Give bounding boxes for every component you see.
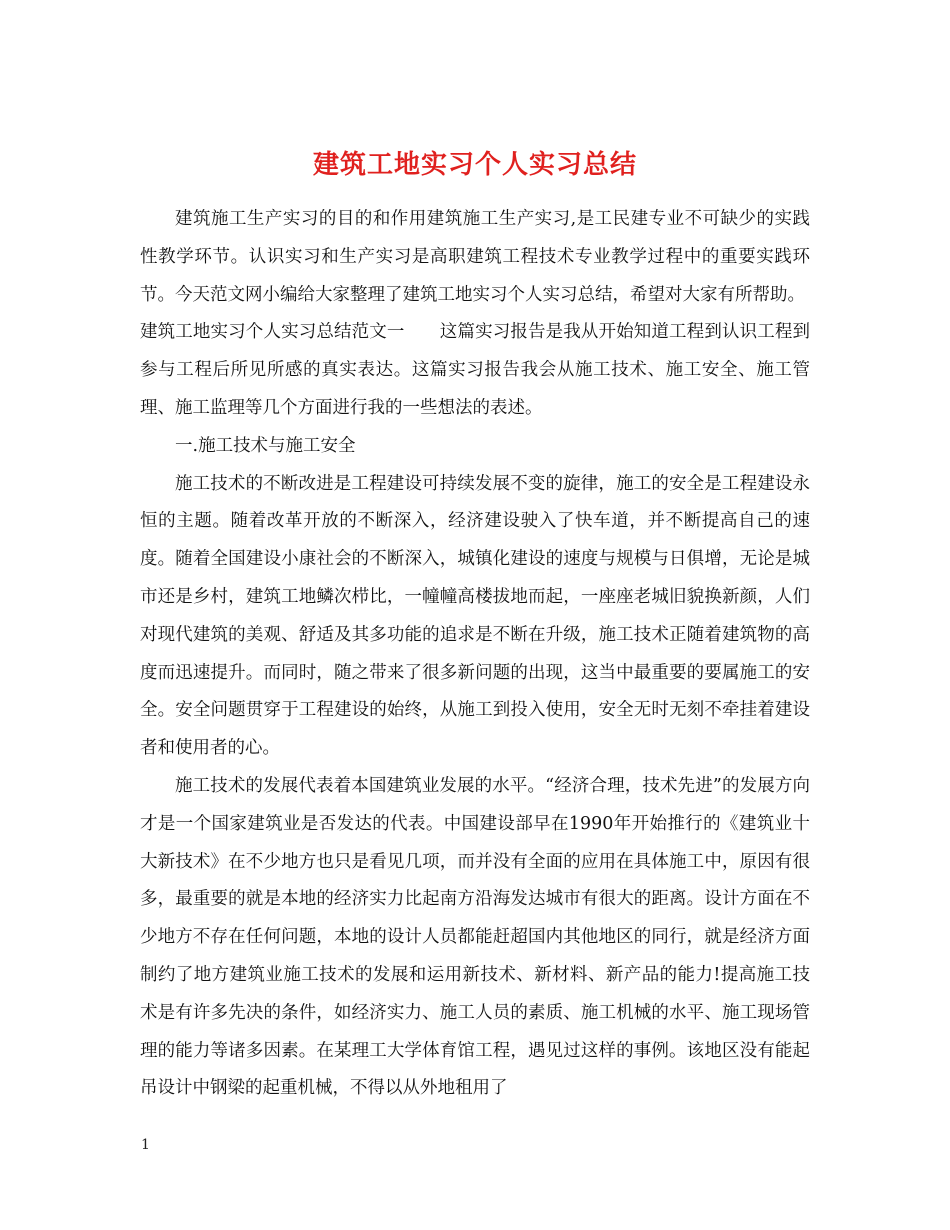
page-number: 1 <box>141 1137 150 1153</box>
section-heading: 一.施工技术与施工安全 <box>175 435 356 456</box>
paragraph: 建筑工地实习个人实习总结范文一 这篇实习报告是我从开始知道工程到认识工程到参与工程后所见所感的真实表达。这篇实习报告我会从施工技术、施工安全、施工管理、施工监理等几个方面进行我的一些想法的表述。 <box>140 322 810 418</box>
paragraph: 施工技术的不断改进是工程建设可持续发展不变的旋律，施工的安全是工程建设永恒的主题。随着改革开放的不断深入，经济建设驶入了快车道，并不断提高自己的速度。随着全国建设小康社会的不断深入，城镇化建设的速度与规模与日俱增，无论是城市还是乡村，建筑工地鳞次栉比，一幢幢高楼拔地而起，一座座老城旧貌换新颜，人们对现代建筑的美观、舒适及其多功能的追求是不断在升级，施工技术正随着建筑物的高度而迅速提升。而同时，随之带来了很多新问题的出现，这当中最重要的要属施工的安全。安全问题贯穿于工程建设的始终，从施工到投入使用，安全无时无刻不牵挂着建设者和使用者的心。 <box>140 473 810 759</box>
paragraph: 施工技术的发展代表着本国建筑业发展的水平。“经济合理，技术先进”的发展方向才是一个国家建筑业是否发达的代表。中国建设部早在1990年开始推行的《建筑业十大新技术》在不少地方也只是看见几项，而并没有全面的应用在具体施工中，原因有很多，最重要的就是本地的经济实力比起南方沿海发达城市有很大的距离。设计方面在不少地方不存在任何问题，本地的设计人员都能赶超国内其他地区的同行，就是经济方面制约了地方建筑业施工技术的发展和运用新技术、新材料、新产品的能力!提高施工技术是有许多先决的条件，如经济实力、施工人员的素质、施工机械的水平、施工现场管理的能力等诸多因素。在某理工大学体育馆工程，遇见过这样的事例。该地区没有能起吊设计中钢梁的起重机械，不得以从外地租用了 <box>140 775 810 1099</box>
paragraph: 建筑施工生产实习的目的和作用建筑施工生产实习,是工民建专业不可缺少的实践性教学环节。认识实习和生产实习是高职建筑工程技术专业教学过程中的重要实践环节。今天范文网小编给大家整理了建筑工地实习个人实习总结，希望对大家有所帮助。 <box>140 209 810 305</box>
document-title: 建筑工地实习个人实习总结 <box>312 150 637 181</box>
document-body <box>140 201 810 1108</box>
